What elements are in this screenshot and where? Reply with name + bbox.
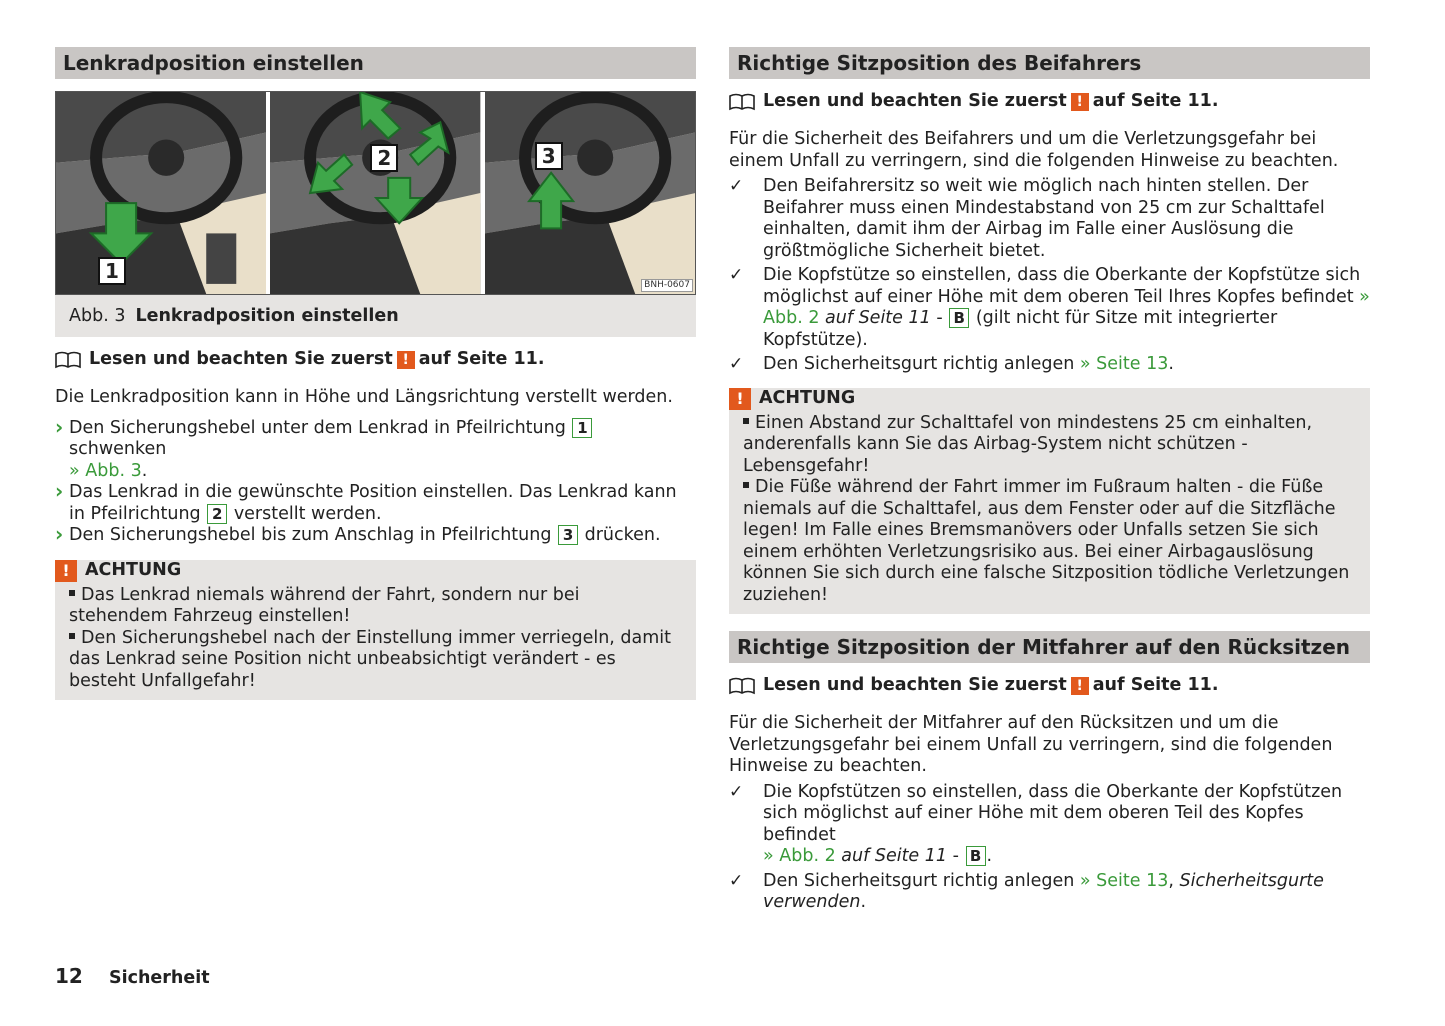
figure-link[interactable]: » Abb. 2 <box>763 846 836 866</box>
car-interior-illustration <box>270 92 480 294</box>
intro-paragraph: Für die Sicherheit der Mitfahrer auf den Rücksitzen und um die Verletzungsgefahr bei einem Unfall zu verringern, sind die folgenden Hinweise zu beachten. <box>729 713 1333 776</box>
section-heading-steering: Lenkradposition einstellen <box>55 47 696 79</box>
checklist <box>729 782 1370 914</box>
step-number-box: 1 <box>572 418 592 438</box>
page-link[interactable]: » Seite 13 <box>1079 870 1169 891</box>
warning-header <box>729 388 1356 410</box>
figure-panel-2 <box>266 92 480 294</box>
footer-section-title: Sicherheit <box>109 968 210 988</box>
list-item: ✓ Den Sicherheitsgurt richtig anlegen » Seite 13, Sicherheitsgurte verwenden. <box>729 871 1370 914</box>
steps-list <box>55 418 696 547</box>
book-icon <box>55 351 81 369</box>
figure-caption-prefix: Abb. 3 <box>69 306 126 326</box>
list-item: › Den Sicherungshebel unter dem Lenkrad in Pfeilrichtung 1 schwenken » Abb. 3. <box>55 418 696 483</box>
read-first-notice <box>729 675 1370 697</box>
intro-paragraph: Für die Sicherheit des Beifahrers und um die Verletzungsgefahr bei einem Unfall zu verringern, sind die folgenden Hinweise zu beachten. <box>729 129 1339 171</box>
section-heading-passenger: Richtige Sitzposition des Beifahrers <box>729 47 1370 79</box>
figure-steering-adjust <box>55 91 696 295</box>
read-first-notice <box>55 349 696 371</box>
read-first-text: Lesen und beachten Sie zuerst <box>763 91 1067 112</box>
warning-box <box>55 560 696 701</box>
figure-label-3: 3 <box>535 142 563 170</box>
warning-mark-icon: ! <box>397 351 415 369</box>
checklist <box>729 176 1370 376</box>
warning-box <box>729 388 1370 615</box>
warning-item: Das Lenkrad niemals während der Fahrt, sondern nur bei stehendem Fahrzeug einstellen! <box>69 584 580 626</box>
figure-panel-3 <box>481 92 695 294</box>
figure-caption-title: Lenkradposition einstellen <box>135 306 399 326</box>
page-link[interactable]: » Seite 13 <box>1079 354 1169 374</box>
warning-item: Einen Abstand zur Schalttafel von mindestens 25 cm einhalten, anderenfalls kann Sie das Airbag-System nicht schützen - Lebensgefahr! <box>743 412 1313 476</box>
step-number-box: 3 <box>558 525 578 545</box>
figure-link[interactable]: » Abb. 2 <box>763 286 1370 328</box>
figure-link[interactable]: » Abb. 3 <box>69 460 142 481</box>
position-box-b: B <box>966 846 986 866</box>
list-item: ✓ Den Sicherheitsgurt richtig anlegen » Seite 13. <box>729 354 1370 376</box>
section-heading-rear-passengers: Richtige Sitzposition der Mitfahrer auf den Rücksitzen <box>729 631 1370 663</box>
warning-mark-icon: ! <box>1071 93 1089 111</box>
read-first-text: Lesen und beachten Sie zuerst <box>89 349 393 370</box>
book-icon <box>729 677 755 695</box>
warning-title: ACHTUNG <box>85 559 182 580</box>
car-interior-illustration <box>56 92 266 294</box>
figure-caption <box>55 295 696 337</box>
read-first-page-link[interactable]: auf Seite 11. <box>1092 675 1219 696</box>
read-first-page-link[interactable]: auf Seite 11. <box>1092 91 1219 112</box>
warning-icon: ! <box>55 560 77 582</box>
warning-mark-icon: ! <box>1071 677 1089 695</box>
car-interior-illustration <box>485 92 695 294</box>
book-icon <box>729 93 755 111</box>
list-item: › Das Lenkrad in die gewünschte Position einstellen. Das Lenkrad kann in Pfeilrichtung 2 verstellt werden. <box>55 482 696 525</box>
page-number: 12 <box>55 964 83 988</box>
warning-icon: ! <box>729 388 751 410</box>
figure-panel-1 <box>56 92 266 294</box>
list-item: ✓ Die Kopfstützen so einstellen, dass die Oberkante der Kopfstützen sich möglichst auf einer Höhe mit dem oberen Teil des Kopfes befindet » Abb. 2 auf Seite 11 - B . <box>729 782 1370 868</box>
warning-item: Die Füße während der Fahrt immer im Fußraum halten - die Füße niemals auf die Schalttafel, aus dem Fenster oder auf die Sitzfläche legen! Im Falle eines Bremsmanövers oder Unfalls setzen Sie sich einem erhöhten Verletzungsrisiko aus. Bei einer Airbagauslösung können Sie sich durch eine falsche Sitzposition tödliche Verletzungen zuziehen! <box>743 477 1350 605</box>
list-item: ✓ Die Kopfstütze so einstellen, dass die Oberkante der Kopfstütze sich möglichst auf einer Höhe mit dem oberen Teil Ihres Kopfes befindet » Abb. 2 auf Seite 11 - B (gilt nicht für Sitze mit integrierter Kopfstütze). <box>729 265 1370 351</box>
warning-title: ACHTUNG <box>759 387 856 408</box>
read-first-page-link[interactable]: auf Seite 11. <box>418 349 545 370</box>
read-first-text: Lesen und beachten Sie zuerst <box>763 675 1067 696</box>
page-footer <box>55 963 210 991</box>
step-number-box: 2 <box>207 504 227 524</box>
intro-paragraph: Die Lenkradposition kann in Höhe und Längsrichtung verstellt werden. <box>55 387 673 407</box>
figure-label-1: 1 <box>98 257 126 285</box>
read-first-notice <box>729 91 1370 113</box>
warning-item: Den Sicherungshebel nach der Einstellung immer verriegeln, damit das Lenkrad seine Position nicht unbeabsichtigt verändert - es besteht Unfallgefahr! <box>69 627 672 691</box>
warning-header <box>55 560 682 582</box>
right-column <box>729 47 1370 917</box>
figure-label-2: 2 <box>370 144 398 172</box>
list-item: › Den Sicherungshebel bis zum Anschlag in Pfeilrichtung 3 drücken. <box>55 525 696 547</box>
list-item: ✓ Den Beifahrersitz so weit wie möglich nach hinten stellen. Der Beifahrer muss einen Mindestabstand von 25 cm zur Schalttafel einhalten, damit ihm der Airbag im Falle einer Auslösung die größtmögliche Sicherheit bietet. <box>729 176 1370 262</box>
figure-code: BNH-0607 <box>641 279 693 292</box>
position-box-b: B <box>949 308 969 328</box>
left-column <box>55 47 696 700</box>
